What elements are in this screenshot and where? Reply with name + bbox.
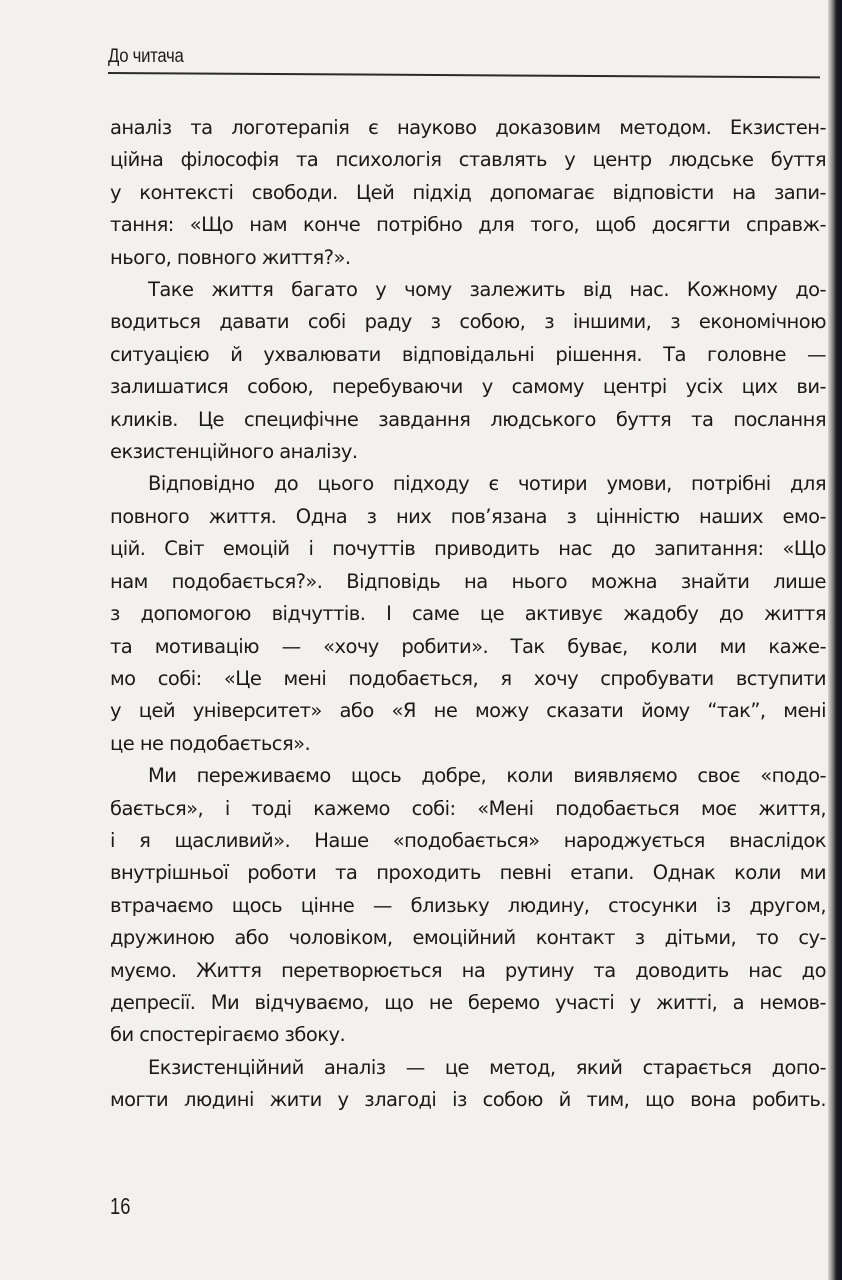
text-line: би спостерігаємо збоку. — [110, 1023, 346, 1047]
text-line: цій. Світ емоцій і почуттів приводить нас до запитання: «Що — [110, 537, 826, 561]
text-line: аналіз та логотерапія є науково доказовим методом. Екзистен- — [110, 116, 826, 139]
paragraph-1 — [110, 112, 826, 274]
paragraph-3 — [110, 468, 826, 760]
text-line: депресії. Ми відчуваємо, що не беремо участі у житті, а немов- — [110, 990, 826, 1014]
paragraph-2 — [110, 274, 826, 468]
text-line: залишатися собою, перебуваючи у самому центрі усіх цих ви- — [110, 375, 826, 399]
text-line: повного життя. Одна з них пов’язана з цінністю наших емо- — [110, 504, 826, 528]
page-number: 16 — [110, 1193, 131, 1219]
text-line: ційна філософія та психологія ставлять у центр людське буття — [110, 148, 826, 172]
text-line: Ми переживаємо щось добре, коли виявляємо своє «подо- — [148, 764, 826, 788]
text-line: втрачаємо щось цінне — близьку людину, стосунки із другом, — [110, 893, 826, 917]
text-line: нам подобається?». Відповідь на нього можна знайти лише — [110, 569, 826, 593]
text-line: екзистенційного аналізу. — [110, 440, 358, 464]
text-line: дружиною або чоловіком, емоційний контакт з дітьми, то су- — [110, 926, 826, 950]
text-line: внутрішньої роботи та проходить певні етапи. Однак коли ми — [110, 861, 826, 885]
text-line: з допомогою відчуттів. І саме це активує жадобу до життя — [110, 602, 826, 626]
text-line: у контексті свободи. Цей підхід допомагає відповісти на запи- — [110, 180, 826, 204]
text-line: водиться давати собі раду з собою, з іншими, з економічною — [110, 310, 826, 334]
text-line: це не подобається». — [110, 731, 311, 755]
text-line: муємо. Життя перетворюється на рутину та доводить нас до — [110, 958, 826, 982]
text-line: у цей університет» або «Я не можу сказати йому “так”, мені — [110, 699, 826, 723]
text-line: і я щасливий». Наше «подобається» народжується внаслідок — [110, 828, 826, 852]
text-line: Таке життя багато у чому залежить від нас. Кожному до- — [148, 278, 826, 302]
page-edge-shadow — [828, 0, 842, 1280]
paragraph-5 — [110, 1052, 826, 1117]
text-line: та мотивацію — «хочу робити». Так буває, коли ми каже- — [110, 634, 826, 658]
text-line: Екзистенційний аналіз — це метод, який старається допо- — [148, 1055, 826, 1079]
text-line: могти людині жити у злагоді із собою й тим, що вона робить. — [110, 1088, 826, 1112]
text-line: мо собі: «Це мені подобається, я хочу спробувати вступити — [110, 666, 826, 690]
text-line: тання: «Що нам конче потрібно для того, щоб досягти справж- — [110, 213, 826, 237]
text-line: кликів. Це специфічне завдання людського буття та послання — [110, 407, 826, 431]
text-line: нього, повного життя?». — [110, 245, 351, 269]
text-line: Відповідно до цього підходу є чотири умови, потрібні для — [148, 472, 826, 496]
paragraph-4 — [110, 760, 826, 1052]
header-rule — [108, 72, 820, 78]
text-line: ситуацією й ухвалювати відповідальні рішення. Та головне — — [110, 342, 826, 366]
body-text — [110, 112, 826, 1117]
text-line: бається», і тоді кажемо собі: «Мені подобається моє життя, — [110, 796, 826, 820]
running-head: До читача — [108, 46, 184, 67]
